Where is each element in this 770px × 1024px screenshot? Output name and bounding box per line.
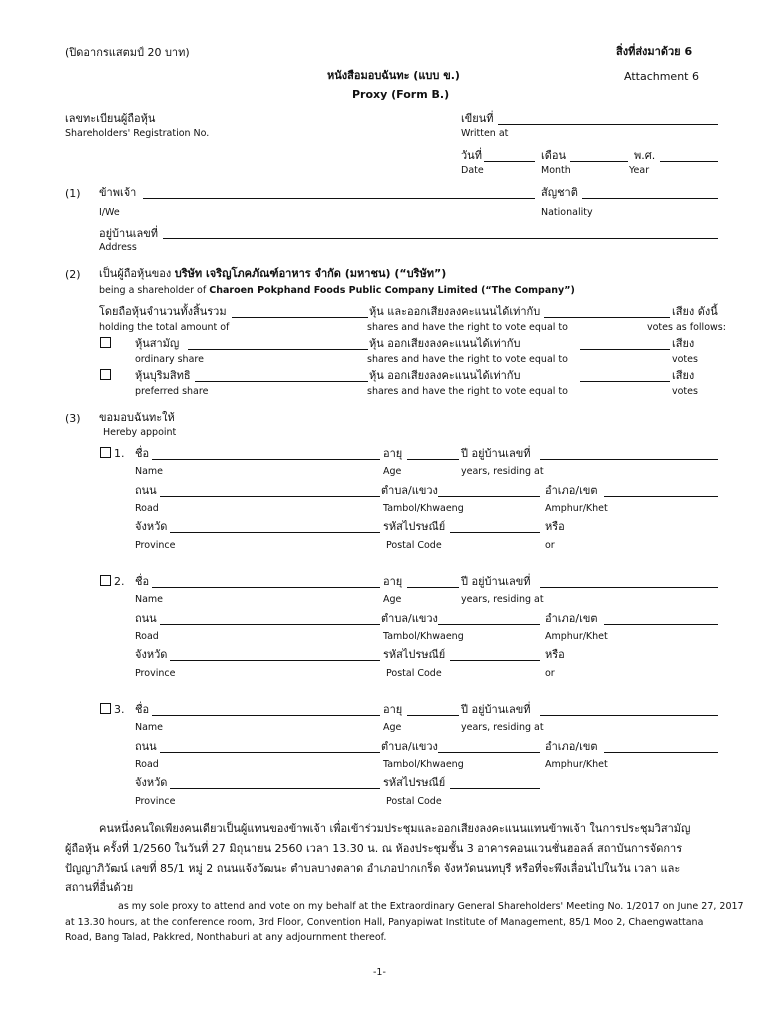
nationality-label-en: Nationality (541, 207, 593, 218)
proxy-2-or-label-th: หรือ (545, 648, 565, 661)
preferred-shares-field[interactable] (195, 381, 368, 382)
proxy-2-province-field[interactable] (170, 660, 380, 661)
shareholder-of-en (99, 286, 575, 296)
proxy-2-or-label-en: or (545, 668, 555, 679)
shareholder-of-en-prefix: being a shareholder of (99, 285, 207, 296)
date-month-label-th: เดือน (541, 149, 567, 162)
proxy-1-residing-field[interactable] (540, 459, 718, 460)
proxy-2-road-label-th: ถนน (135, 612, 157, 625)
closing-en-line-1: as my sole proxy to attend and vote on my behalf at the Extraordinary General Shareholders' Meeting No. 1/2017 on June 27, 2017 (118, 901, 744, 912)
proxy-3-amphur-label-th: อำเภอ/เขต (545, 740, 598, 753)
proxy-1-amphur-label-th: อำเภอ/เขต (545, 484, 598, 497)
ordinary-share-label-en: ordinary share (135, 354, 204, 365)
ordinary-vote-label-th: หุ้น ออกเสียงลงคะแนนได้เท่ากับ (369, 337, 521, 350)
proxy-3-postal-label-th: รหัสไปรษณีย์ (383, 776, 446, 789)
closing-th-line-1: คนหนึ่งคนใดเพียงคนเดียวเป็นผู้แทนของข้าพเจ้า เพื่อเข้าร่วมประชุมและออกเสียงลงคะแนนแทนข้าพเจ้า ในการประชุมวิสามัญ (99, 822, 691, 835)
iwe-name-field[interactable] (143, 198, 535, 199)
page-number: -1- (373, 967, 386, 978)
total-votes-field[interactable] (544, 317, 670, 318)
proxy-3-road-field[interactable] (160, 752, 380, 753)
proxy-1-amphur-field[interactable] (604, 496, 718, 497)
iwe-label-th: ข้าพเจ้า (99, 186, 137, 199)
stamp-note: (ปิดอากรแสตมป์ 20 บาท) (65, 46, 190, 59)
section3-number: (3) (65, 412, 81, 425)
proxy-1-postal-label-en: Postal Code (386, 540, 442, 551)
company-name-en: Charoen Pokphand Foods Public Company Limited (“The Company”) (209, 285, 575, 296)
address-field[interactable] (163, 238, 718, 239)
preferred-share-checkbox[interactable] (100, 369, 111, 380)
total-shares-field[interactable] (232, 317, 368, 318)
proxy-3-amphur-label-en: Amphur/Khet (545, 759, 608, 770)
ordinary-shares-field[interactable] (188, 349, 368, 350)
proxy-2-road-label-en: Road (135, 631, 159, 642)
proxy-2-tambol-field[interactable] (438, 624, 540, 625)
preferred-share-label-en: preferred share (135, 386, 209, 397)
proxy-3-tambol-label-th: ตำบล/แขวง (381, 740, 438, 753)
proxy-3-road-label-en: Road (135, 759, 159, 770)
votes-as-follows-th: เสียง ดังนี้ (672, 305, 718, 318)
proxy-2-number: 2. (114, 575, 125, 588)
proxy-2-amphur-label-th: อำเภอ/เขต (545, 612, 598, 625)
preferred-vote-label-en: shares and have the right to vote equal to (367, 386, 568, 397)
proxy-2-postal-label-th: รหัสไปรษณีย์ (383, 648, 446, 661)
proxy-3-checkbox[interactable] (100, 703, 111, 714)
date-day-field[interactable] (484, 161, 535, 162)
proxy-2-residing-label-en: years, residing at (461, 594, 544, 605)
date-month-label-en: Month (541, 165, 571, 176)
ordinary-vote-unit-th: เสียง (672, 337, 695, 350)
proxy-1-or-label-en: or (545, 540, 555, 551)
proxy-3-age-label-en: Age (383, 722, 402, 733)
section2-number: (2) (65, 268, 81, 281)
preferred-vote-unit-th: เสียง (672, 369, 695, 382)
attachment-label-en: Attachment 6 (624, 70, 699, 83)
proxy-1-checkbox[interactable] (100, 447, 111, 458)
total-shares-vote-label-th: หุ้น และออกเสียงลงคะแนนได้เท่ากับ (369, 305, 541, 318)
date-month-field[interactable] (570, 161, 628, 162)
shareholder-of-th (99, 268, 446, 279)
proxy-2-residing-label-th: ปี อยู่บ้านเลขที่ (461, 575, 531, 588)
proxy-3-tambol-label-en: Tambol/Khwaeng (383, 759, 464, 770)
proxy-2-province-label-en: Province (135, 668, 176, 679)
proxy-3-residing-field[interactable] (540, 715, 718, 716)
ordinary-share-checkbox[interactable] (100, 337, 111, 348)
proxy-1-name-label-th: ชื่อ (135, 447, 150, 460)
proxy-1-age-label-th: อายุ (383, 447, 403, 460)
proxy-1-or-label-th: หรือ (545, 520, 565, 533)
total-shares-label-en: holding the total amount of (99, 322, 230, 333)
proxy-1-name-label-en: Name (135, 466, 164, 477)
written-at-label-th: เขียนที่ (461, 112, 494, 125)
proxy-3-amphur-field[interactable] (604, 752, 718, 753)
proxy-3-road-label-th: ถนน (135, 740, 157, 753)
proxy-1-residing-label-th: ปี อยู่บ้านเลขที่ (461, 447, 531, 460)
proxy-1-amphur-label-en: Amphur/Khet (545, 503, 608, 514)
proxy-1-tambol-label-en: Tambol/Khwaeng (383, 503, 464, 514)
proxy-2-tambol-label-th: ตำบล/แขวง (381, 612, 438, 625)
written-at-field[interactable] (498, 124, 718, 125)
address-label-en: Address (99, 242, 137, 253)
proxy-1-province-label-th: จังหวัด (135, 520, 168, 533)
proxy-3-name-label-th: ชื่อ (135, 703, 150, 716)
proxy-3-name-label-en: Name (135, 722, 164, 733)
closing-th-line-2: ผู้ถือหุ้น ครั้งที่ 1/2560 ในวันที่ 27 มิถุนายน 2560 เวลา 13.30 น. ณ ห้องประชุมชั้น 3 อาคารคอนแวนชั่นฮอลล์ สถาบันการจัดการ (65, 842, 683, 855)
date-year-label-th: พ.ศ. (634, 149, 656, 162)
proxy-3-residing-label-th: ปี อยู่บ้านเลขที่ (461, 703, 531, 716)
proxy-2-province-label-th: จังหวัด (135, 648, 168, 661)
date-year-label-en: Year (629, 165, 650, 176)
proxy-1-age-field[interactable] (407, 459, 459, 460)
appoint-label-en: Hereby appoint (103, 427, 177, 438)
preferred-votes-field[interactable] (580, 381, 670, 382)
nationality-label-th: สัญชาติ (541, 186, 578, 199)
attachment-label-th: สิ่งที่ส่งมาด้วย 6 (616, 45, 693, 58)
proxy-1-residing-label-en: years, residing at (461, 466, 544, 477)
proxy-2-tambol-label-en: Tambol/Khwaeng (383, 631, 464, 642)
date-day-label-en: Date (461, 165, 484, 176)
registration-label-en: Shareholders' Registration No. (65, 128, 210, 139)
votes-as-follows-en: votes as follows: (647, 322, 726, 333)
proxy-2-checkbox[interactable] (100, 575, 111, 586)
company-name-th: บริษัท เจริญโภคภัณฑ์อาหาร จำกัด (มหาชน) (“บริษัท”) (174, 267, 447, 280)
nationality-field[interactable] (582, 198, 718, 199)
proxy-3-province-label-th: จังหวัด (135, 776, 168, 789)
proxy-2-age-label-en: Age (383, 594, 402, 605)
proxy-3-tambol-field[interactable] (438, 752, 540, 753)
proxy-3-residing-label-en: years, residing at (461, 722, 544, 733)
proxy-3-postal-label-en: Postal Code (386, 796, 442, 807)
proxy-1-postal-field[interactable] (450, 532, 540, 533)
proxy-2-name-label-th: ชื่อ (135, 575, 150, 588)
registration-label-th: เลขทะเบียนผู้ถือหุ้น (65, 112, 156, 125)
ordinary-vote-unit-en: votes (672, 354, 698, 365)
ordinary-votes-field[interactable] (580, 349, 670, 350)
proxy-3-postal-field[interactable] (450, 788, 540, 789)
proxy-1-province-label-en: Province (135, 540, 176, 551)
proxy-2-postal-label-en: Postal Code (386, 668, 442, 679)
shareholder-of-th-prefix: เป็นผู้ถือหุ้นของ (99, 267, 172, 280)
closing-en-line-2: at 13.30 hours, at the conference room, 3rd Floor, Convention Hall, Panyapiwat Institute of Management, 85/1 Moo 2, Chaengwattana (65, 917, 704, 928)
proxy-1-road-label-en: Road (135, 503, 159, 514)
closing-en-line-3: Road, Bang Talad, Pakkred, Nonthaburi at any adjournment thereof. (65, 932, 387, 943)
form-title-en: Proxy (Form B.) (352, 88, 450, 101)
date-year-field[interactable] (660, 161, 718, 162)
proxy-2-amphur-label-en: Amphur/Khet (545, 631, 608, 642)
total-shares-label-th: โดยถือหุ้นจำนวนทั้งสิ้นรวม (99, 305, 227, 318)
proxy-3-number: 3. (114, 703, 125, 716)
closing-th-line-3: ปัญญาภิวัฒน์ เลขที่ 85/1 หมู่ 2 ถนนแจ้งวัฒนะ ตำบลบางตลาด อำเภอปากเกร็ด จังหวัดนนทบุรี หรือที่จะพึงเลื่อนไปในวัน เวลา และ (65, 862, 681, 875)
written-at-label-en: Written at (461, 128, 509, 139)
proxy-2-age-label-th: อายุ (383, 575, 403, 588)
form-title-th: หนังสือมอบฉันทะ (แบบ ข.) (327, 69, 460, 82)
proxy-3-name-field[interactable] (152, 715, 380, 716)
proxy-1-tambol-field[interactable] (438, 496, 540, 497)
proxy-1-postal-label-th: รหัสไปรษณีย์ (383, 520, 446, 533)
appoint-label-th: ขอมอบฉันทะให้ (99, 411, 175, 424)
proxy-2-name-label-en: Name (135, 594, 164, 605)
preferred-share-label-th: หุ้นบุริมสิทธิ (135, 369, 191, 382)
ordinary-vote-label-en: shares and have the right to vote equal to (367, 354, 568, 365)
proxy-2-amphur-field[interactable] (604, 624, 718, 625)
proxy-2-name-field[interactable] (152, 587, 380, 588)
proxy-1-name-field[interactable] (152, 459, 380, 460)
address-label-th: อยู่บ้านเลขที่ (99, 227, 159, 240)
proxy-2-age-field[interactable] (407, 587, 459, 588)
total-shares-vote-label-en: shares and have the right to vote equal to (367, 322, 568, 333)
proxy-1-road-label-th: ถนน (135, 484, 157, 497)
date-day-label-th: วันที่ (461, 149, 482, 162)
proxy-3-province-label-en: Province (135, 796, 176, 807)
proxy-2-residing-field[interactable] (540, 587, 718, 588)
proxy-1-road-field[interactable] (160, 496, 380, 497)
closing-th-line-4: สถานที่อื่นด้วย (65, 881, 134, 894)
proxy-1-tambol-label-th: ตำบล/แขวง (381, 484, 438, 497)
iwe-label-en: I/We (99, 207, 120, 218)
preferred-vote-unit-en: votes (672, 386, 698, 397)
proxy-3-age-field[interactable] (407, 715, 459, 716)
ordinary-share-label-th: หุ้นสามัญ (135, 337, 180, 350)
proxy-3-age-label-th: อายุ (383, 703, 403, 716)
proxy-1-province-field[interactable] (170, 532, 380, 533)
preferred-vote-label-th: หุ้น ออกเสียงลงคะแนนได้เท่ากับ (369, 369, 521, 382)
proxy-2-road-field[interactable] (160, 624, 380, 625)
proxy-1-age-label-en: Age (383, 466, 402, 477)
section1-number: (1) (65, 187, 81, 200)
proxy-2-postal-field[interactable] (450, 660, 540, 661)
proxy-1-number: 1. (114, 447, 125, 460)
proxy-3-province-field[interactable] (170, 788, 380, 789)
